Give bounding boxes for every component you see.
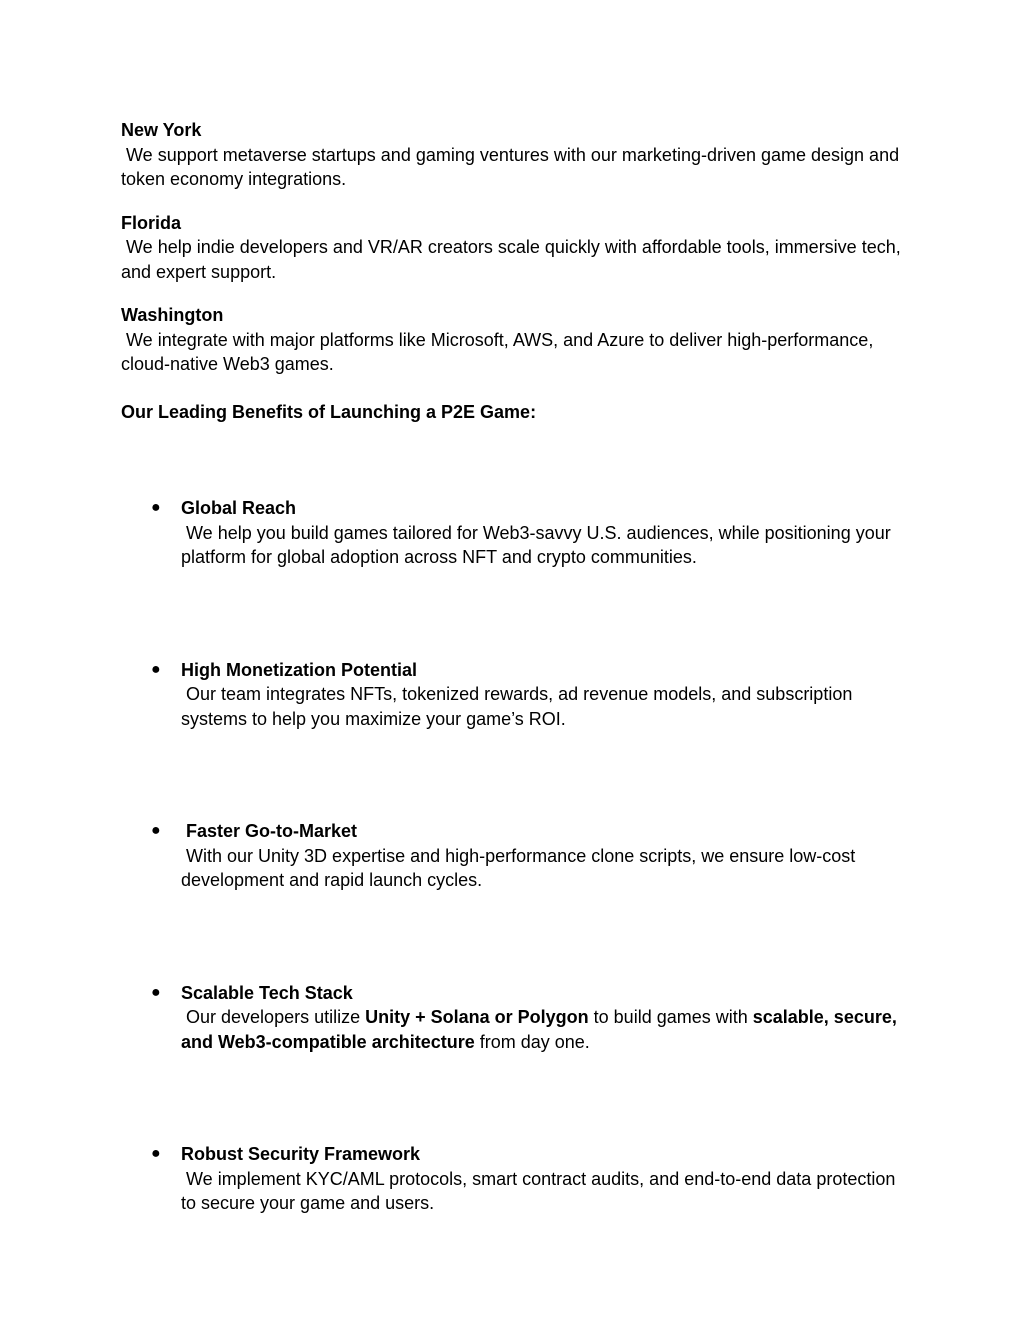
benefit-description: We help you build games tailored for Web3-savvy U.S. audiences, while positioning your platform for global adoption across NFT and crypto communities. [181, 522, 896, 567]
benefit-scalable-tech-stack [121, 981, 901, 1055]
benefit-title: Scalable Tech Stack [181, 982, 353, 1003]
text-part: Our developers utilize [181, 1007, 366, 1027]
benefit-title: High Monetization Potential [181, 659, 417, 680]
text-part: to build games with [588, 1007, 753, 1027]
text-part: from day one. [474, 1031, 590, 1052]
region-florida [121, 211, 906, 285]
benefit-high-monetization [121, 658, 901, 732]
text-part-bold: scalable, secure, and Web3-compatible architecture [181, 1007, 902, 1052]
benefit-description: With our Unity 3D expertise and high-performance clone scripts, we ensure low-cost development and rapid launch cycles. [181, 845, 861, 890]
region-description: We help indie developers and VR/AR creators scale quickly with affordable tools, immersive tech, and expert support. [121, 237, 906, 282]
region-name: Florida [121, 212, 182, 233]
bullet-icon: ● [151, 983, 161, 1001]
benefit-robust-security [121, 1142, 901, 1216]
benefits-heading: Our Leading Benefits of Launching a P2E Game: [121, 401, 537, 422]
region-new-york [121, 118, 905, 192]
region-description: We integrate with major platforms like Microsoft, AWS, and Azure to deliver high-performance, cloud-native Web3 games. [121, 329, 879, 374]
benefit-description [181, 1005, 901, 1054]
benefits-list [121, 496, 901, 1304]
benefit-title: Faster Go-to-Market [181, 821, 358, 841]
benefit-description: Our team integrates NFTs, tokenized rewards, ad revenue models, and subscription systems to help you maximize your game’s ROI. [181, 684, 858, 729]
bullet-icon: ● [151, 499, 161, 516]
region-washington [121, 303, 901, 377]
text-part-bold: Unity + Solana or Polygon [365, 1007, 589, 1027]
benefit-description: We implement KYC/AML protocols, smart contract audits, and end-to-end data protection to secure your game and users. [181, 1168, 901, 1213]
document-body [121, 118, 906, 424]
region-description: We support metaverse startups and gaming ventures with our marketing-driven game design and token economy integrations. [121, 144, 905, 189]
bullet-icon: ● [151, 660, 161, 678]
bullet-icon: ● [151, 822, 161, 839]
region-name: Washington [121, 305, 224, 325]
region-name: New York [121, 120, 202, 140]
benefit-global-reach [121, 496, 901, 570]
benefit-faster-go-to-market [121, 819, 901, 893]
benefit-title: Robust Security Framework [181, 1144, 421, 1164]
benefit-title: Global Reach [181, 498, 297, 518]
bullet-icon: ● [151, 1145, 161, 1162]
